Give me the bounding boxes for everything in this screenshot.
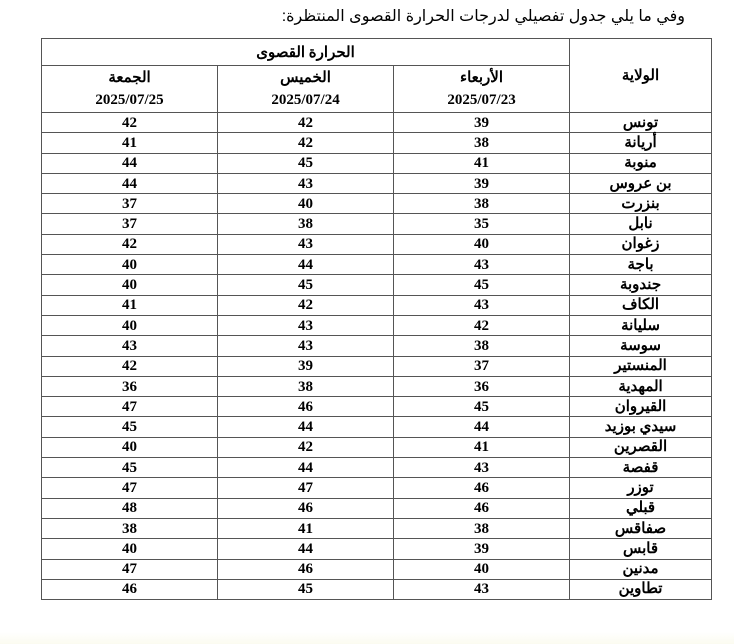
table-body xyxy=(42,113,712,600)
governorate-cell: المهدية xyxy=(570,376,712,396)
table-row xyxy=(42,214,712,234)
temperature-cell: 40 xyxy=(42,255,218,275)
temperature-cell: 38 xyxy=(218,376,394,396)
page-bottom-strip xyxy=(0,632,734,644)
temperature-cell: 40 xyxy=(218,194,394,214)
governorate-cell: نابل xyxy=(570,214,712,234)
temperature-cell: 37 xyxy=(42,214,218,234)
temperature-cell: 44 xyxy=(218,255,394,275)
table-row xyxy=(42,153,712,173)
temperature-cell: 38 xyxy=(394,518,570,538)
table-row xyxy=(42,579,712,599)
governorate-cell: جندوبة xyxy=(570,275,712,295)
governorate-cell: أريانة xyxy=(570,133,712,153)
temperature-cell: 42 xyxy=(218,133,394,153)
governorate-cell: تونس xyxy=(570,113,712,133)
temperature-cell: 44 xyxy=(394,417,570,437)
table-row xyxy=(42,255,712,275)
temperature-cell: 40 xyxy=(42,315,218,335)
table-row xyxy=(42,397,712,417)
governorate-cell: مدنين xyxy=(570,559,712,579)
table-row xyxy=(42,173,712,193)
temperature-cell: 42 xyxy=(218,295,394,315)
table-row xyxy=(42,437,712,457)
temperature-cell: 43 xyxy=(394,579,570,599)
governorate-cell: سوسة xyxy=(570,336,712,356)
table-row xyxy=(42,295,712,315)
temperature-cell: 43 xyxy=(218,173,394,193)
temperature-cell: 40 xyxy=(42,437,218,457)
temperature-cell: 38 xyxy=(394,133,570,153)
table-row xyxy=(42,478,712,498)
temperature-cell: 46 xyxy=(218,559,394,579)
temperature-cell: 38 xyxy=(42,518,218,538)
max-temperature-group-header: الحرارة القصوى xyxy=(42,39,570,66)
temperature-cell: 45 xyxy=(218,275,394,295)
table-row xyxy=(42,518,712,538)
temperature-cell: 39 xyxy=(394,113,570,133)
temperature-cell: 43 xyxy=(394,255,570,275)
day-date: 2025/07/23 xyxy=(447,92,516,108)
governorate-cell: سيدي بوزيد xyxy=(570,417,712,437)
day-header xyxy=(42,66,218,113)
temperature-cell: 42 xyxy=(42,356,218,376)
temperature-cell: 43 xyxy=(218,336,394,356)
table-row xyxy=(42,194,712,214)
table-row xyxy=(42,336,712,356)
temperature-cell: 43 xyxy=(394,458,570,478)
governorate-cell: الكاف xyxy=(570,295,712,315)
temperature-cell: 46 xyxy=(42,579,218,599)
temperature-cell: 45 xyxy=(394,397,570,417)
temperature-cell: 38 xyxy=(394,194,570,214)
temperature-cell: 42 xyxy=(42,113,218,133)
temperature-cell: 47 xyxy=(42,478,218,498)
governorate-cell: تطاوين xyxy=(570,579,712,599)
governorate-cell: القيروان xyxy=(570,397,712,417)
temperature-cell: 40 xyxy=(394,559,570,579)
max-temperature-table xyxy=(41,38,712,600)
day-name: الخميس xyxy=(280,70,331,86)
temperature-cell: 36 xyxy=(42,376,218,396)
day-header xyxy=(394,66,570,113)
temperature-cell: 45 xyxy=(218,579,394,599)
day-date: 2025/07/25 xyxy=(95,92,164,108)
temperature-cell: 43 xyxy=(218,234,394,254)
table-row xyxy=(42,559,712,579)
governorate-cell: قفصة xyxy=(570,458,712,478)
day-name: الأربعاء xyxy=(460,70,504,86)
table-row xyxy=(42,234,712,254)
table-row xyxy=(42,275,712,295)
temperature-cell: 42 xyxy=(394,315,570,335)
governorate-cell: بنزرت xyxy=(570,194,712,214)
governorate-cell: زغوان xyxy=(570,234,712,254)
temperature-cell: 39 xyxy=(218,356,394,376)
temperature-cell: 44 xyxy=(218,539,394,559)
temperature-cell: 44 xyxy=(218,417,394,437)
temperature-cell: 47 xyxy=(42,397,218,417)
governorate-cell: المنستير xyxy=(570,356,712,376)
governorate-cell: سليانة xyxy=(570,315,712,335)
temperature-cell: 35 xyxy=(394,214,570,234)
temperature-cell: 44 xyxy=(218,458,394,478)
governorate-cell: صفاقس xyxy=(570,518,712,538)
governorate-header: الولاية xyxy=(570,39,712,113)
intro-text: وفي ما يلي جدول تفصيلي لدرجات الحرارة القصوى المنتظرة: xyxy=(281,8,685,25)
temperature-cell: 39 xyxy=(394,539,570,559)
temperature-cell: 37 xyxy=(42,194,218,214)
temperature-cell: 41 xyxy=(42,295,218,315)
temperature-cell: 47 xyxy=(42,559,218,579)
table-row xyxy=(42,458,712,478)
governorate-cell: قبلي xyxy=(570,498,712,518)
temperature-cell: 41 xyxy=(394,153,570,173)
temperature-cell: 46 xyxy=(394,498,570,518)
temperature-cell: 45 xyxy=(394,275,570,295)
governorate-cell: توزر xyxy=(570,478,712,498)
temperature-cell: 41 xyxy=(42,133,218,153)
temperature-cell: 46 xyxy=(394,478,570,498)
temperature-cell: 42 xyxy=(42,234,218,254)
temperature-cell: 45 xyxy=(42,458,218,478)
temperature-cell: 40 xyxy=(394,234,570,254)
table-row xyxy=(42,315,712,335)
governorate-cell: القصرين xyxy=(570,437,712,457)
temperature-cell: 37 xyxy=(394,356,570,376)
table-row xyxy=(42,376,712,396)
temperature-cell: 44 xyxy=(42,173,218,193)
day-name: الجمعة xyxy=(108,70,151,86)
temperature-cell: 44 xyxy=(42,153,218,173)
temperature-cell: 36 xyxy=(394,376,570,396)
temperature-cell: 40 xyxy=(42,275,218,295)
temperature-cell: 45 xyxy=(42,417,218,437)
governorate-cell: قابس xyxy=(570,539,712,559)
temperature-cell: 41 xyxy=(218,518,394,538)
temperature-cell: 42 xyxy=(218,113,394,133)
day-header xyxy=(218,66,394,113)
table-row xyxy=(42,356,712,376)
table-row xyxy=(42,539,712,559)
table-row xyxy=(42,417,712,437)
temperature-cell: 45 xyxy=(218,153,394,173)
governorate-cell: بن عروس xyxy=(570,173,712,193)
temperature-cell: 46 xyxy=(218,397,394,417)
governorate-cell: منوبة xyxy=(570,153,712,173)
temperature-cell: 39 xyxy=(394,173,570,193)
day-date: 2025/07/24 xyxy=(271,92,340,108)
temperature-cell: 43 xyxy=(218,315,394,335)
temperature-cell: 38 xyxy=(218,214,394,234)
temperature-cell: 40 xyxy=(42,539,218,559)
temperature-cell: 47 xyxy=(218,478,394,498)
temperature-cell: 48 xyxy=(42,498,218,518)
temperature-cell: 43 xyxy=(42,336,218,356)
governorate-cell: باجة xyxy=(570,255,712,275)
temperature-cell: 43 xyxy=(394,295,570,315)
table-row xyxy=(42,498,712,518)
temperature-cell: 46 xyxy=(218,498,394,518)
temperature-cell: 42 xyxy=(218,437,394,457)
table-row xyxy=(42,113,712,133)
temperature-cell: 38 xyxy=(394,336,570,356)
temperature-cell: 41 xyxy=(394,437,570,457)
table-row xyxy=(42,133,712,153)
